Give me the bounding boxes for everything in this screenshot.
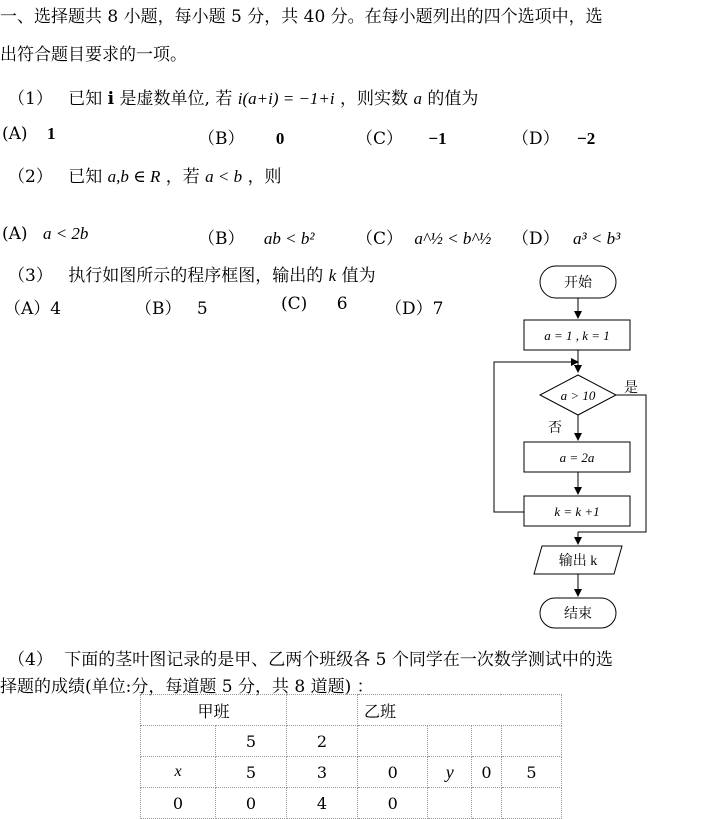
q1-stem-c: ，则实数 — [340, 89, 409, 109]
flow-output-text: 输出 k — [558, 554, 598, 569]
section-heading-line2: 出符合题目要求的一项。 — [0, 45, 187, 65]
table-cell: 0 — [358, 757, 428, 788]
flow-step2-text: k = k +1 — [554, 504, 600, 519]
table-cell: 0 — [358, 788, 428, 819]
q2-option-d[interactable] — [512, 224, 620, 249]
table-cell — [428, 726, 472, 757]
q3-option-d-value: 7 — [432, 299, 444, 319]
q1-option-d-label: （D） — [512, 129, 560, 149]
table-cell — [472, 726, 502, 757]
table-cell: 4 — [287, 788, 358, 819]
q3-var: k — [328, 266, 337, 285]
q4-stem-line1 — [8, 645, 613, 670]
table-cell — [472, 788, 502, 819]
table-cell: 0 — [216, 788, 287, 819]
q1-stem-b: 是虚数单位, 若 — [119, 89, 233, 109]
q2-option-a-label: (A) — [2, 224, 28, 244]
q3-option-c-value: 6 — [336, 294, 348, 314]
q3-option-c-label: (C) — [281, 294, 308, 314]
flow-end-text: 结束 — [564, 607, 592, 622]
table-cell — [141, 726, 216, 757]
q2-stem-a: 已知 — [68, 167, 103, 187]
q3-option-d[interactable] — [385, 294, 443, 319]
q3-stem-a: 执行如图所示的程序框图，输出的 — [68, 266, 324, 286]
table-cell: 5 — [216, 757, 287, 788]
q4-number: （4） — [8, 650, 53, 670]
section-heading-line1: 一、选择题共 8 小题，每小题 5 分，共 40 分。在每小题列出的四个选项中，选 — [0, 7, 603, 27]
table-row — [141, 726, 562, 757]
q2-option-a[interactable] — [2, 224, 88, 244]
q2-stem-b: ，若 — [165, 167, 200, 187]
q2-option-b[interactable] — [198, 224, 314, 249]
table-cell: 3 — [287, 757, 358, 788]
flow-start-text: 开始 — [564, 276, 592, 291]
q3-stem-b: 值为 — [341, 266, 376, 286]
q1-stem — [8, 84, 478, 109]
q3-stem — [8, 261, 376, 286]
q2-option-a-value: a < 2b — [42, 224, 89, 243]
q1-option-a-value: 1 — [46, 124, 56, 143]
q1-equation: i(a+i) = −1+i — [237, 89, 335, 108]
q2-option-b-value: ab < b² — [263, 229, 315, 248]
q1-option-a[interactable] — [2, 124, 55, 144]
q3-option-b-label: （B） — [135, 299, 182, 319]
table-cell — [428, 788, 472, 819]
q4-stem-line2: 择题的成绩(单位:分，每道题 5 分，共 8 道题) ： — [0, 677, 374, 697]
q1-option-c-value: −1 — [428, 129, 447, 148]
table-cell: 2 — [287, 726, 358, 757]
q2-option-c-value: a^½ < b^½ — [414, 229, 492, 248]
flowchart — [488, 262, 668, 632]
q1-option-d[interactable] — [512, 124, 595, 149]
flow-no-label: 否 — [548, 421, 562, 436]
q1-option-b[interactable] — [198, 124, 284, 149]
q3-option-c[interactable] — [281, 294, 348, 314]
flow-init-text: a = 1 , k = 1 — [544, 328, 610, 343]
q2-option-c[interactable] — [356, 224, 491, 249]
stem-header — [287, 695, 358, 726]
stem-leaf-table — [140, 694, 562, 819]
q3-option-b[interactable] — [135, 294, 208, 319]
table-cell — [501, 726, 561, 757]
table-cell: 0 — [141, 788, 216, 819]
q3-option-a[interactable] — [4, 294, 61, 319]
q2-number: （2） — [8, 167, 53, 187]
table-cell: 0 — [472, 757, 502, 788]
q3-option-a-label: （A） — [4, 299, 51, 319]
q2-stem — [8, 162, 282, 187]
q2-set-expr: a,b ∈ R — [107, 167, 161, 186]
q1-stem-d: 的值为 — [427, 89, 479, 109]
flow-yes-label: 是 — [624, 381, 638, 396]
q3-option-a-value: 4 — [50, 299, 62, 319]
q1-option-b-value: 0 — [275, 129, 285, 148]
table-cell — [358, 726, 428, 757]
q2-option-c-label: （C） — [356, 229, 404, 249]
q1-option-c[interactable] — [356, 124, 447, 149]
q1-option-b-label: （B） — [198, 129, 245, 149]
q4-stem-text1: 下面的茎叶图记录的是甲、乙两个班级各 5 个同学在一次数学测试中的选 — [64, 650, 613, 670]
table-row — [141, 788, 562, 819]
q1-var: a — [413, 89, 422, 108]
q2-cond: a < b — [205, 167, 243, 186]
left-class-header: 甲班 — [141, 695, 287, 726]
table-cell: 5 — [501, 757, 561, 788]
q3-option-b-value: 5 — [196, 299, 208, 319]
q2-stem-c: ，则 — [247, 167, 282, 187]
table-cell: 5 — [216, 726, 287, 757]
q3-number: （3） — [8, 266, 53, 286]
q1-stem-a: 已知 — [68, 89, 103, 109]
right-class-header: 乙班 — [358, 695, 562, 726]
table-cell — [501, 788, 561, 819]
table-cell: x — [141, 757, 216, 788]
table-row — [141, 757, 562, 788]
q1-option-c-label: （C） — [356, 129, 404, 149]
table-header-row — [141, 695, 562, 726]
flow-step1-text: a = 2a — [559, 450, 595, 465]
table-cell: y — [428, 757, 472, 788]
q1-i-symbol: i — [107, 89, 115, 109]
q1-option-d-value: −2 — [577, 129, 596, 148]
q2-option-d-value: a³ < b³ — [573, 229, 621, 248]
q2-option-b-label: （B） — [198, 229, 245, 249]
q3-option-d-label: （D） — [385, 299, 433, 319]
q1-option-a-label: (A) — [2, 124, 28, 144]
flow-condition-text: a > 10 — [560, 388, 596, 403]
q2-option-d-label: （D） — [512, 229, 560, 249]
q1-number: （1） — [8, 89, 53, 109]
